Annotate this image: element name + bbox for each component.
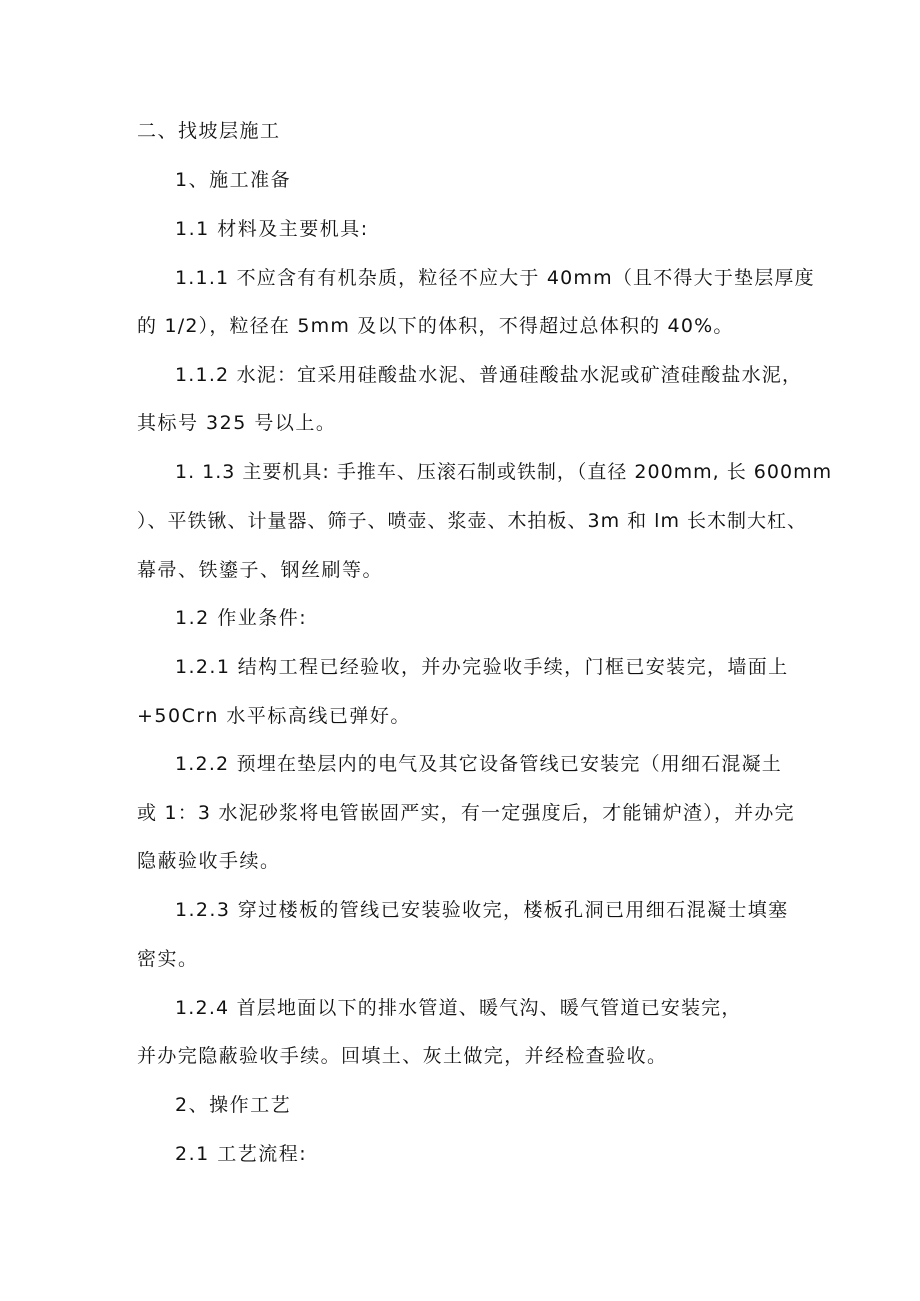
subsection-heading: 2、操作工艺 — [175, 1094, 292, 1116]
paragraph-line: 1.2.1 结构工程已经验收，并办完验收手续，门框已安装完，墙面上 — [175, 656, 789, 678]
subsection-heading: 1、施工准备 — [175, 169, 292, 191]
paragraph-line: 的 1/2），粒径在 5mm 及以下的体积，不得超过总体积的 40%。 — [137, 315, 734, 337]
paragraph-line: ）、平铁锹、计量器、筛子、喷壶、浆壶、木拍板、3m 和 lm 长木制大杠、 — [137, 510, 808, 532]
paragraph-line: 1.2.2 预埋在垫层内的电气及其它设备管线已安装完（用细石混凝土 — [175, 753, 782, 775]
paragraph-line: 隐蔽验收手续。 — [137, 850, 281, 872]
item-heading: 1.1 材料及主要机具: — [175, 218, 369, 240]
paragraph-line: 其标号 325 号以上。 — [137, 412, 337, 434]
paragraph-line: 1. 1.3 主要机具: 手推车、压滚石制或铁制，（直径 200mm, 长 600mm — [175, 461, 833, 483]
paragraph-line: 1.1.2 水泥：宜采用硅酸盐水泥、普通硅酸盐水泥或矿渣硅酸盐水泥， — [175, 364, 803, 386]
paragraph-line: 并办完隐蔽验收手续。回填土、灰土做完，并经检查验收。 — [137, 1045, 668, 1067]
item-heading: 2.1 工艺流程: — [175, 1143, 308, 1165]
paragraph-line: 1.1.1 不应含有有机杂质，粒径不应大于 40mm（且不得大于垫层厚度 — [175, 267, 815, 289]
paragraph-line: 或 1：3 水泥砂浆将电管嵌固严实，有一定强度后，才能铺炉渣），并办完 — [137, 802, 795, 824]
paragraph-line: 幕帚、铁鎏子、钢丝刷等。 — [137, 559, 384, 581]
paragraph-line: 1.2.3 穿过楼板的管线已安装验收完，楼板孔洞已用细石混凝士填塞 — [175, 899, 789, 921]
paragraph-line: +50Crn 水平标高线已弹好。 — [137, 705, 411, 727]
item-heading: 1.2 作业条件: — [175, 607, 308, 629]
section-heading: 二、找坡层施工 — [137, 120, 281, 142]
paragraph-line: 密实。 — [137, 948, 199, 970]
paragraph-line: 1.2.4 首层地面以下的排水管道、暖气沟、暖气管道已安装完， — [175, 997, 742, 1019]
